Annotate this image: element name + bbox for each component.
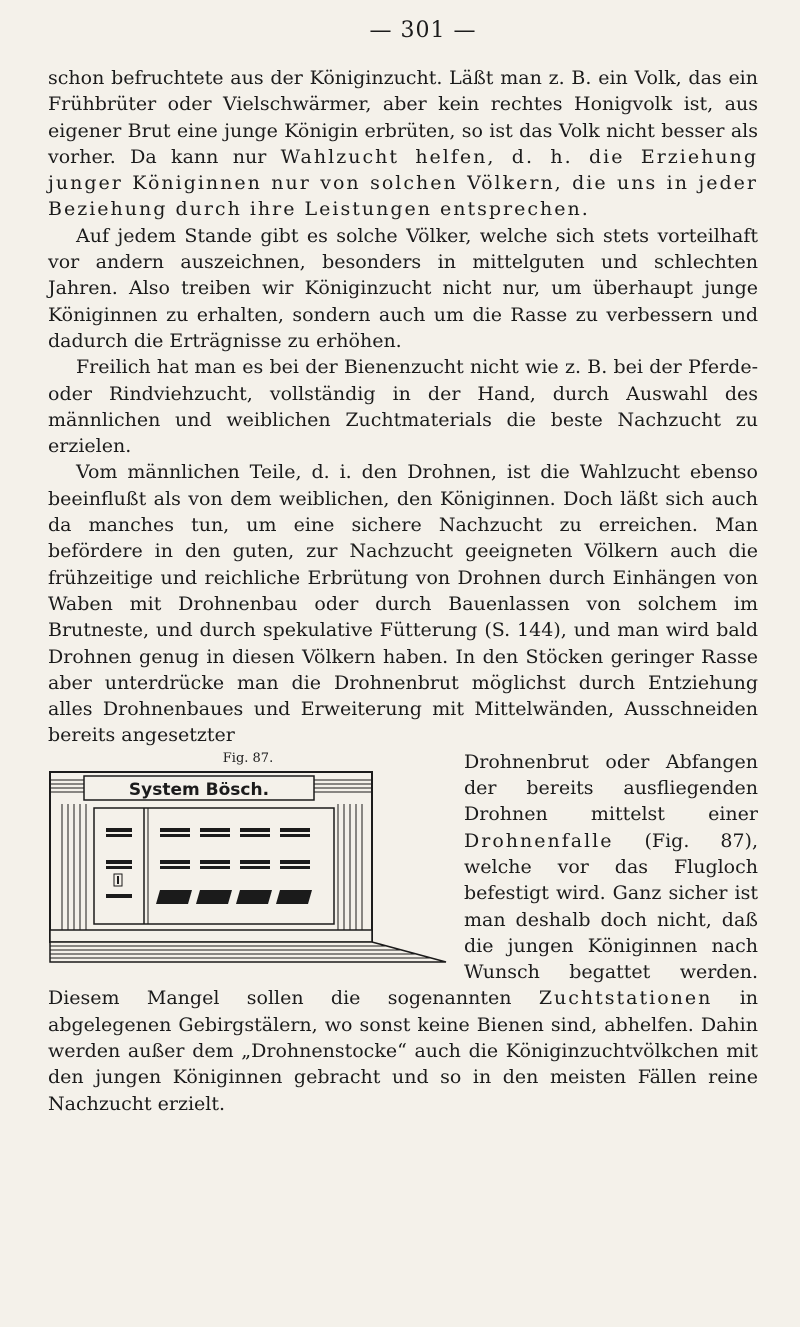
paragraph-4-beside-text-b: (Fig. 87), welche vor das Flugloch befestigt wird. Ganz sicher ist man deshalb doch nicht, daß die jungen Königinnen nach Wunsch begattet werden. Diesem Mangel — [48, 829, 758, 1010]
paragraph-1 — [48, 65, 758, 223]
drone-trap-figure — [48, 751, 448, 969]
page — [48, 18, 758, 1117]
paragraph-1-text: schon befruchtete aus der Königinzucht. Läßt man z. B. ein Volk, das ein Frühbrüter oder Vielschwärmer, aber kein rechtes Honigvolk ist, aus eigener Brut eine junge Königin erbrüten, so ist das Volk nicht besser als vorher. Da kann nur — [48, 67, 758, 168]
paragraph-4-beside-text-a: Drohnenbrut oder Abfangen der bereits ausfliegenden Drohnen mittelst einer — [464, 750, 758, 826]
paragraph-4-drohnenfalle: Drohnenfalle — [464, 829, 614, 852]
paragraph-3: Freilich hat man es bei der Bienenzucht nicht wie z. B. bei der Pferde- oder Rindviehzucht, vollständig in der Hand, durch Auswahl des männlichen und weiblichen Zuchtmaterials die beste Nachzucht zu erzielen. — [48, 356, 758, 458]
page-number: — 301 — — [369, 18, 477, 43]
paragraph-4-after-text-a: sollen die sogenannten — [246, 987, 512, 1010]
drone-trap-illustration — [48, 770, 448, 966]
paragraph-2: Auf jedem Stande gibt es solche Völker, welche sich stets vorteilhaft vor andern auszeichnen, besonders in mittelguten und schlechten Jahren. Also treiben wir Königinzucht nicht nur, um überhaupt junge Königinnen zu erhalten, sondern auch um die Rasse zu verbessern und dadurch die Erträgnisse zu erhöhen. — [48, 224, 758, 352]
paragraph-4-after-text-b: in abgelegenen Gebirgstälern, wo sonst keine Bienen sind, abhelfen. Dahin werden außer dem „Drohnenstocke“ auch die Königinzuchtvölkchen mit den jungen Königinnen gebracht und so in den meisten Fällen reine Nachzucht erzielt. — [48, 987, 759, 1115]
paragraph-4-zuchtstationen: Zuchtstationen — [538, 987, 713, 1010]
paragraph-4-block — [48, 459, 758, 1116]
paragraph-1-emphasis: Wahlzucht helfen, d. h. die Erziehung junger Königinnen nur von solchen Völkern, die uns in jeder Beziehung durch ihre Leistungen entsprechen. — [48, 145, 758, 221]
paragraph-4-before-figure: Vom männlichen Teile, d. i. den Drohnen, ist die Wahlzucht ebenso beeinflußt als von dem weiblichen, den Königinnen. Doch läßt sich auch da manches tun, um eine sichere Nachzucht zu erreichen. Man befördere in den guten, zur Nachzucht geeigneten Völkern auch die frühzeitige und reichliche Erbrütung von Drohnen durch Einhängen von Waben mit Drohnenbau oder durch Bauenlassen von solchem im Brutneste, und durch spekulative Fütterung (S. 144), und man wird bald Drohnen genug in diesen Völkern haben. In den Stöcken geringer Rasse aber unterdrücke man die Drohnenbrut möglichst durch Entziehung alles Drohnenbaues und Erweiterung mit Mittelwänden, Ausschneiden bereits angesetzter — [48, 461, 758, 747]
figure-label: System Bösch. — [128, 779, 270, 800]
figure-caption: Fig. 87. — [222, 750, 274, 766]
